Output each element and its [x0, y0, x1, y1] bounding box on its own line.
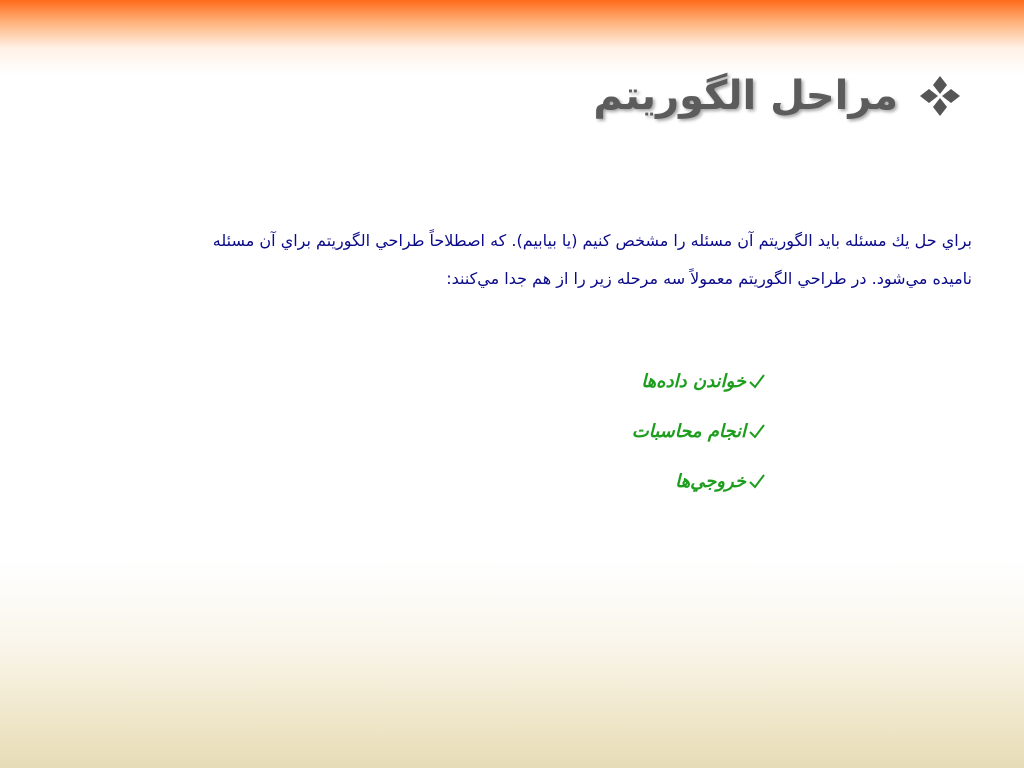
- paragraph-line-1: براي حل يك مسئله بايد الگوريتم آن مسئله را مشخص كنيم (يا بيابيم). كه اصطلاحاً طراحي الگوريتم براي آن مسئله: [212, 231, 972, 250]
- check-icon: [748, 422, 766, 440]
- check-icon: [748, 372, 766, 390]
- step-label: خواندن داده‌ها: [641, 370, 746, 392]
- check-icon: [748, 472, 766, 490]
- four-diamond-bullet-icon: [918, 74, 962, 118]
- paragraph-line-2: ناميده مي‌شود. در طراحي الگوريتم معمولاً سه مرحله زير را از هم جدا مي‌كنند:: [446, 269, 972, 288]
- steps-list: [632, 356, 766, 506]
- list-item: [632, 356, 766, 406]
- list-item: [632, 456, 766, 506]
- body-paragraph: [12, 222, 972, 298]
- title-row: [593, 60, 962, 132]
- slide-title: مراحل الگوريتم: [593, 73, 898, 119]
- list-item: [632, 406, 766, 456]
- step-label: انجام محاسبات: [631, 420, 746, 442]
- step-label: خروجي‌ها: [675, 470, 746, 492]
